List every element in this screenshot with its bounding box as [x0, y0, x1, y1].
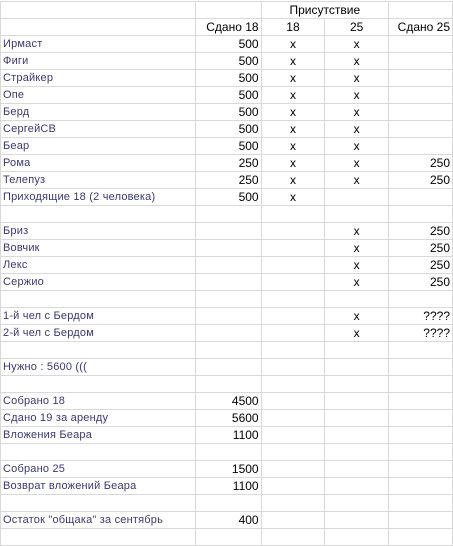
given-18-cell[interactable] — [195, 342, 261, 359]
row-name-cell[interactable]: Опе — [1, 87, 196, 104]
presence-25-cell[interactable] — [325, 461, 389, 478]
presence-25-cell[interactable]: x — [325, 155, 389, 172]
presence-25-cell[interactable]: x — [325, 240, 389, 257]
table-row — [1, 257, 453, 274]
presence-18-cell[interactable] — [261, 206, 325, 223]
given-18-cell[interactable] — [195, 495, 261, 512]
given-25-cell[interactable] — [389, 393, 453, 410]
presence-18-cell[interactable] — [261, 512, 325, 529]
header-day-18[interactable]: 18 — [261, 19, 325, 36]
presence-25-cell[interactable]: x — [325, 223, 389, 240]
presence-18-cell[interactable] — [261, 461, 325, 478]
table-row — [1, 104, 453, 121]
table-row — [1, 410, 453, 427]
presence-25-cell[interactable] — [325, 512, 389, 529]
table-row — [1, 291, 453, 308]
table-row — [1, 138, 453, 155]
header-given-18[interactable]: Сдано 18 — [195, 19, 261, 36]
given-18-cell[interactable] — [195, 240, 261, 257]
given-25-cell[interactable] — [389, 427, 453, 444]
row-name-cell[interactable]: Нужно : 5600 ((( — [1, 359, 196, 376]
given-18-cell[interactable] — [195, 325, 261, 342]
presence-25-cell[interactable] — [325, 189, 389, 206]
presence-25-cell[interactable]: x — [325, 274, 389, 291]
row-name-cell[interactable]: Берд — [1, 104, 196, 121]
given-25-cell[interactable] — [389, 410, 453, 427]
header-empty-cell[interactable] — [389, 2, 453, 19]
given-25-cell[interactable] — [389, 478, 453, 495]
given-18-cell[interactable]: 500 — [195, 121, 261, 138]
presence-25-cell[interactable] — [325, 359, 389, 376]
given-25-cell[interactable] — [389, 291, 453, 308]
presence-25-cell[interactable] — [325, 342, 389, 359]
given-18-cell[interactable]: 500 — [195, 53, 261, 70]
presence-18-cell[interactable] — [261, 308, 325, 325]
header-row-1 — [1, 2, 453, 19]
header-presence[interactable]: Присутствие — [261, 2, 388, 19]
given-25-cell[interactable]: 250 — [389, 240, 453, 257]
given-18-cell[interactable] — [195, 223, 261, 240]
given-25-cell[interactable]: ???? — [389, 308, 453, 325]
table-row — [1, 376, 453, 393]
table-row — [1, 359, 453, 376]
presence-25-cell[interactable]: x — [325, 36, 389, 53]
given-18-cell[interactable]: 400 — [195, 512, 261, 529]
given-18-cell[interactable]: 500 — [195, 70, 261, 87]
row-name-cell[interactable]: Остаток "общака" за сентябрь — [1, 512, 196, 529]
presence-25-cell[interactable] — [325, 427, 389, 444]
row-name-cell[interactable]: 2-й чел с Бердом — [1, 325, 196, 342]
row-name-cell[interactable]: Телепуз — [1, 172, 196, 189]
given-18-cell[interactable]: 5600 — [195, 410, 261, 427]
header-row-2 — [1, 19, 453, 36]
given-18-cell[interactable] — [195, 444, 261, 461]
given-25-cell[interactable] — [389, 529, 453, 546]
table-row — [1, 172, 453, 189]
row-name-cell[interactable]: Возврат вложений Беара — [1, 478, 196, 495]
table-row — [1, 444, 453, 461]
presence-18-cell[interactable] — [261, 495, 325, 512]
given-25-cell[interactable] — [389, 189, 453, 206]
presence-18-cell[interactable] — [261, 427, 325, 444]
presence-18-cell[interactable]: x — [261, 138, 325, 155]
presence-18-cell[interactable]: x — [261, 53, 325, 70]
table-row — [1, 189, 453, 206]
presence-25-cell[interactable]: x — [325, 257, 389, 274]
presence-18-cell[interactable] — [261, 325, 325, 342]
table-row — [1, 240, 453, 257]
presence-25-cell[interactable]: x — [325, 308, 389, 325]
row-name-cell[interactable]: Рома — [1, 155, 196, 172]
row-name-cell[interactable]: Страйкер — [1, 70, 196, 87]
header-empty-cell[interactable] — [1, 2, 196, 19]
header-empty-cell[interactable] — [195, 2, 261, 19]
table-row — [1, 121, 453, 138]
given-25-cell[interactable] — [389, 53, 453, 70]
row-name-cell[interactable]: Вложения Беара — [1, 427, 196, 444]
given-25-cell[interactable] — [389, 70, 453, 87]
table-row — [1, 223, 453, 240]
row-name-cell[interactable] — [1, 342, 196, 359]
presence-25-cell[interactable]: x — [325, 70, 389, 87]
presence-18-cell[interactable] — [261, 529, 325, 546]
presence-18-cell[interactable]: x — [261, 121, 325, 138]
header-empty-cell[interactable] — [1, 19, 196, 36]
presence-18-cell[interactable] — [261, 240, 325, 257]
presence-18-cell[interactable]: x — [261, 104, 325, 121]
row-name-cell[interactable]: Ирмаст — [1, 36, 196, 53]
given-25-cell[interactable]: 250 — [389, 223, 453, 240]
presence-25-cell[interactable] — [325, 376, 389, 393]
table-row — [1, 87, 453, 104]
presence-18-cell[interactable] — [261, 410, 325, 427]
row-name-cell[interactable] — [1, 529, 196, 546]
presence-25-cell[interactable] — [325, 444, 389, 461]
presence-18-cell[interactable] — [261, 342, 325, 359]
presence-25-cell[interactable]: x — [325, 172, 389, 189]
table-row — [1, 53, 453, 70]
presence-18-cell[interactable] — [261, 478, 325, 495]
given-18-cell[interactable] — [195, 291, 261, 308]
given-25-cell[interactable] — [389, 444, 453, 461]
table-row — [1, 274, 453, 291]
row-name-cell[interactable]: Собрано 25 — [1, 461, 196, 478]
table-row — [1, 325, 453, 342]
row-name-cell[interactable]: Беар — [1, 138, 196, 155]
presence-25-cell[interactable]: x — [325, 87, 389, 104]
table-row — [1, 308, 453, 325]
row-name-cell[interactable] — [1, 291, 196, 308]
given-18-cell[interactable] — [195, 206, 261, 223]
given-18-cell[interactable] — [195, 529, 261, 546]
table-row — [1, 206, 453, 223]
given-25-cell[interactable] — [389, 376, 453, 393]
given-25-cell[interactable]: 250 — [389, 172, 453, 189]
presence-18-cell[interactable]: x — [261, 70, 325, 87]
given-18-cell[interactable]: 500 — [195, 104, 261, 121]
given-25-cell[interactable]: 250 — [389, 155, 453, 172]
given-18-cell[interactable] — [195, 257, 261, 274]
presence-25-cell[interactable]: x — [325, 138, 389, 155]
presence-25-cell[interactable] — [325, 478, 389, 495]
presence-18-cell[interactable] — [261, 376, 325, 393]
given-18-cell[interactable] — [195, 308, 261, 325]
row-name-cell[interactable] — [1, 376, 196, 393]
table-row — [1, 155, 453, 172]
given-18-cell[interactable]: 500 — [195, 36, 261, 53]
given-25-cell[interactable]: 250 — [389, 274, 453, 291]
presence-18-cell[interactable]: x — [261, 36, 325, 53]
presence-25-cell[interactable] — [325, 529, 389, 546]
given-25-cell[interactable] — [389, 461, 453, 478]
table-row — [1, 393, 453, 410]
given-25-cell[interactable] — [389, 512, 453, 529]
table-row — [1, 342, 453, 359]
given-18-cell[interactable]: 250 — [195, 155, 261, 172]
given-18-cell[interactable] — [195, 274, 261, 291]
header-day-25[interactable]: 25 — [325, 19, 389, 36]
given-18-cell[interactable]: 1100 — [195, 427, 261, 444]
presence-18-cell[interactable] — [261, 359, 325, 376]
given-25-cell[interactable] — [389, 495, 453, 512]
row-name-cell[interactable]: Лекс — [1, 257, 196, 274]
given-18-cell[interactable]: 500 — [195, 138, 261, 155]
row-name-cell[interactable] — [1, 495, 196, 512]
presence-18-cell[interactable] — [261, 257, 325, 274]
presence-25-cell[interactable]: x — [325, 325, 389, 342]
given-18-cell[interactable] — [195, 359, 261, 376]
table-row — [1, 427, 453, 444]
row-name-cell[interactable] — [1, 444, 196, 461]
given-25-cell[interactable]: ???? — [389, 325, 453, 342]
row-name-cell[interactable]: Вовчик — [1, 240, 196, 257]
presence-25-cell[interactable] — [325, 206, 389, 223]
presence-25-cell[interactable]: x — [325, 53, 389, 70]
given-25-cell[interactable] — [389, 359, 453, 376]
row-name-cell[interactable]: Сержио — [1, 274, 196, 291]
presence-25-cell[interactable] — [325, 495, 389, 512]
given-18-cell[interactable]: 500 — [195, 189, 261, 206]
presence-18-cell[interactable]: x — [261, 155, 325, 172]
presence-25-cell[interactable] — [325, 410, 389, 427]
given-25-cell[interactable] — [389, 206, 453, 223]
given-25-cell[interactable] — [389, 121, 453, 138]
presence-18-cell[interactable]: x — [261, 87, 325, 104]
given-25-cell[interactable] — [389, 36, 453, 53]
given-18-cell[interactable]: 250 — [195, 172, 261, 189]
table-row — [1, 461, 453, 478]
presence-25-cell[interactable] — [325, 393, 389, 410]
table-row — [1, 512, 453, 529]
row-name-cell[interactable]: Приходящие 18 (2 человека) — [1, 189, 196, 206]
presence-25-cell[interactable]: x — [325, 121, 389, 138]
presence-18-cell[interactable] — [261, 393, 325, 410]
row-name-cell[interactable]: 1-й чел с Бердом — [1, 308, 196, 325]
row-name-cell[interactable]: Собрано 18 — [1, 393, 196, 410]
given-18-cell[interactable]: 500 — [195, 87, 261, 104]
spreadsheet-table — [0, 1, 453, 546]
table-row — [1, 36, 453, 53]
presence-25-cell[interactable]: x — [325, 104, 389, 121]
presence-18-cell[interactable] — [261, 291, 325, 308]
header-given-25[interactable]: Сдано 25 — [389, 19, 453, 36]
given-25-cell[interactable] — [389, 138, 453, 155]
table-row — [1, 70, 453, 87]
presence-18-cell[interactable]: x — [261, 189, 325, 206]
given-18-cell[interactable] — [195, 376, 261, 393]
table-row — [1, 478, 453, 495]
presence-25-cell[interactable] — [325, 291, 389, 308]
table-row — [1, 495, 453, 512]
presence-18-cell[interactable] — [261, 223, 325, 240]
row-name-cell[interactable]: СергейСВ — [1, 121, 196, 138]
given-25-cell[interactable] — [389, 87, 453, 104]
given-18-cell[interactable]: 4500 — [195, 393, 261, 410]
table-row — [1, 529, 453, 546]
row-name-cell[interactable] — [1, 206, 196, 223]
given-25-cell[interactable] — [389, 104, 453, 121]
given-18-cell[interactable]: 1100 — [195, 478, 261, 495]
given-18-cell[interactable]: 1500 — [195, 461, 261, 478]
presence-18-cell[interactable]: x — [261, 172, 325, 189]
given-25-cell[interactable]: 250 — [389, 257, 453, 274]
given-25-cell[interactable] — [389, 342, 453, 359]
presence-18-cell[interactable] — [261, 444, 325, 461]
presence-18-cell[interactable] — [261, 274, 325, 291]
row-name-cell[interactable]: Бриз — [1, 223, 196, 240]
row-name-cell[interactable]: Сдано 19 за аренду — [1, 410, 196, 427]
row-name-cell[interactable]: Фиги — [1, 53, 196, 70]
